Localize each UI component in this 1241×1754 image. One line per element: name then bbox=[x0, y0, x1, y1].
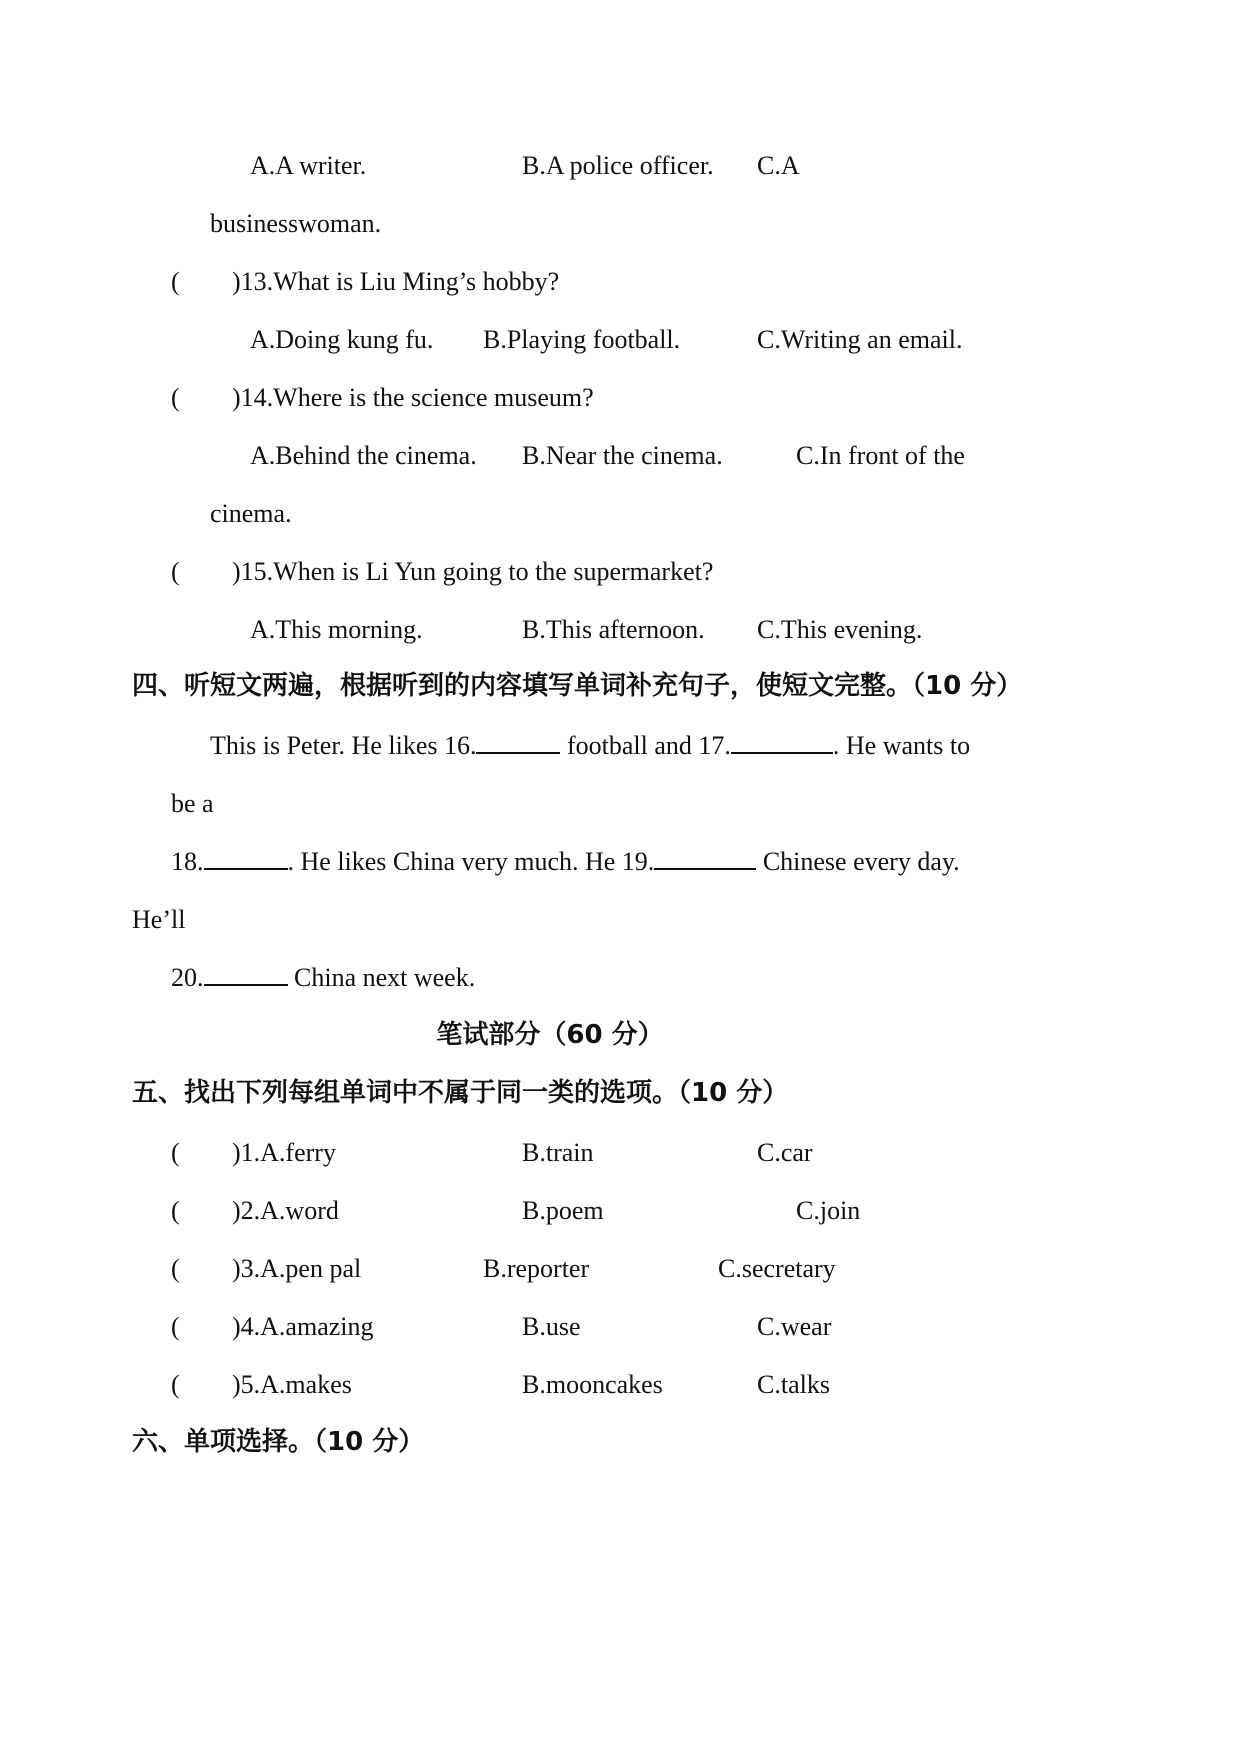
section4-line3-text-a: 18. bbox=[171, 847, 204, 876]
section5-item-5-paren: ( bbox=[171, 1370, 180, 1399]
q14-option-a: A.Behind the cinema. bbox=[250, 441, 477, 470]
blank-16 bbox=[476, 730, 560, 754]
section5-item-1-option-a: )1.A.ferry bbox=[232, 1138, 336, 1167]
section4-line3-text-b: . He likes China very much. He 19. bbox=[287, 847, 655, 876]
q15-option-a: A.This morning. bbox=[250, 615, 423, 644]
section4-line1 bbox=[210, 730, 970, 762]
section4-line1-text-c: . He wants to bbox=[832, 731, 971, 760]
section5-item-1-option-c: C.car bbox=[757, 1138, 813, 1167]
q13-answer-paren: ( bbox=[171, 267, 180, 296]
section4-line1-text-b: football and 17. bbox=[560, 731, 731, 760]
q14-option-c: C.In front of the bbox=[796, 441, 965, 470]
q13-option-c: C.Writing an email. bbox=[757, 325, 963, 354]
blank-18 bbox=[204, 846, 288, 870]
section5-item-2-option-c: C.join bbox=[796, 1196, 861, 1225]
section4-line5 bbox=[171, 962, 475, 994]
q14-option-c-continued: cinema. bbox=[210, 499, 292, 528]
section4-line4: He’ll bbox=[132, 905, 186, 934]
q12-option-b: B.A police officer. bbox=[522, 151, 714, 180]
q12-option-a: A.A writer. bbox=[250, 151, 367, 180]
section4-line3 bbox=[171, 846, 960, 878]
section5-item-1-paren: ( bbox=[171, 1138, 180, 1167]
section4-line5-text-b: China next week. bbox=[287, 963, 476, 992]
section5-item-4-paren: ( bbox=[171, 1312, 180, 1341]
written-part-title: 笔试部分（60 分） bbox=[436, 1020, 664, 1050]
section5-heading: 五、找出下列每组单词中不属于同一类的选项。（10 分） bbox=[132, 1078, 789, 1108]
section5-item-4-option-a: )4.A.amazing bbox=[232, 1312, 374, 1341]
q12-option-c: C.A bbox=[757, 151, 800, 180]
section4-line1-text-a: This is Peter. He likes 16. bbox=[210, 731, 477, 760]
section5-item-3-paren: ( bbox=[171, 1254, 180, 1283]
section4-line5-text-a: 20. bbox=[171, 963, 204, 992]
q15-option-b: B.This afternoon. bbox=[522, 615, 705, 644]
q15-option-c: C.This evening. bbox=[757, 615, 923, 644]
blank-19 bbox=[654, 846, 756, 870]
section5-item-1-option-b: B.train bbox=[522, 1138, 594, 1167]
section4-heading: 四、听短文两遍，根据听到的内容填写单词补充句子，使短文完整。（10 分） bbox=[132, 671, 1023, 701]
blank-17 bbox=[731, 730, 833, 754]
section5-item-5-option-a: )5.A.makes bbox=[232, 1370, 352, 1399]
section5-item-3-option-c: C.secretary bbox=[718, 1254, 836, 1283]
q13-stem: )13.What is Liu Ming’s hobby? bbox=[232, 267, 560, 296]
q14-stem: )14.Where is the science museum? bbox=[232, 383, 594, 412]
q14-option-b: B.Near the cinema. bbox=[522, 441, 723, 470]
q15-stem: )15.When is Li Yun going to the supermarket? bbox=[232, 557, 714, 586]
section5-item-4-option-c: C.wear bbox=[757, 1312, 832, 1341]
section5-item-2-option-a: )2.A.word bbox=[232, 1196, 339, 1225]
q12-option-c-continued: businesswoman. bbox=[210, 209, 382, 238]
section4-line3-text-c: Chinese every day. bbox=[756, 847, 960, 876]
section5-item-5-option-b: B.mooncakes bbox=[522, 1370, 663, 1399]
q13-option-a: A.Doing kung fu. bbox=[250, 325, 434, 354]
section5-item-4-option-b: B.use bbox=[522, 1312, 581, 1341]
section5-item-2-paren: ( bbox=[171, 1196, 180, 1225]
blank-20 bbox=[204, 962, 288, 986]
q14-answer-paren: ( bbox=[171, 383, 180, 412]
section5-item-3-option-a: )3.A.pen pal bbox=[232, 1254, 362, 1283]
section4-line2: be a bbox=[171, 789, 214, 818]
q13-option-b: B.Playing football. bbox=[483, 325, 681, 354]
section5-item-5-option-c: C.talks bbox=[757, 1370, 830, 1399]
section5-item-3-option-b: B.reporter bbox=[483, 1254, 590, 1283]
section5-item-2-option-b: B.poem bbox=[522, 1196, 604, 1225]
section6-heading: 六、单项选择。（10 分） bbox=[132, 1427, 425, 1457]
q15-answer-paren: ( bbox=[171, 557, 180, 586]
